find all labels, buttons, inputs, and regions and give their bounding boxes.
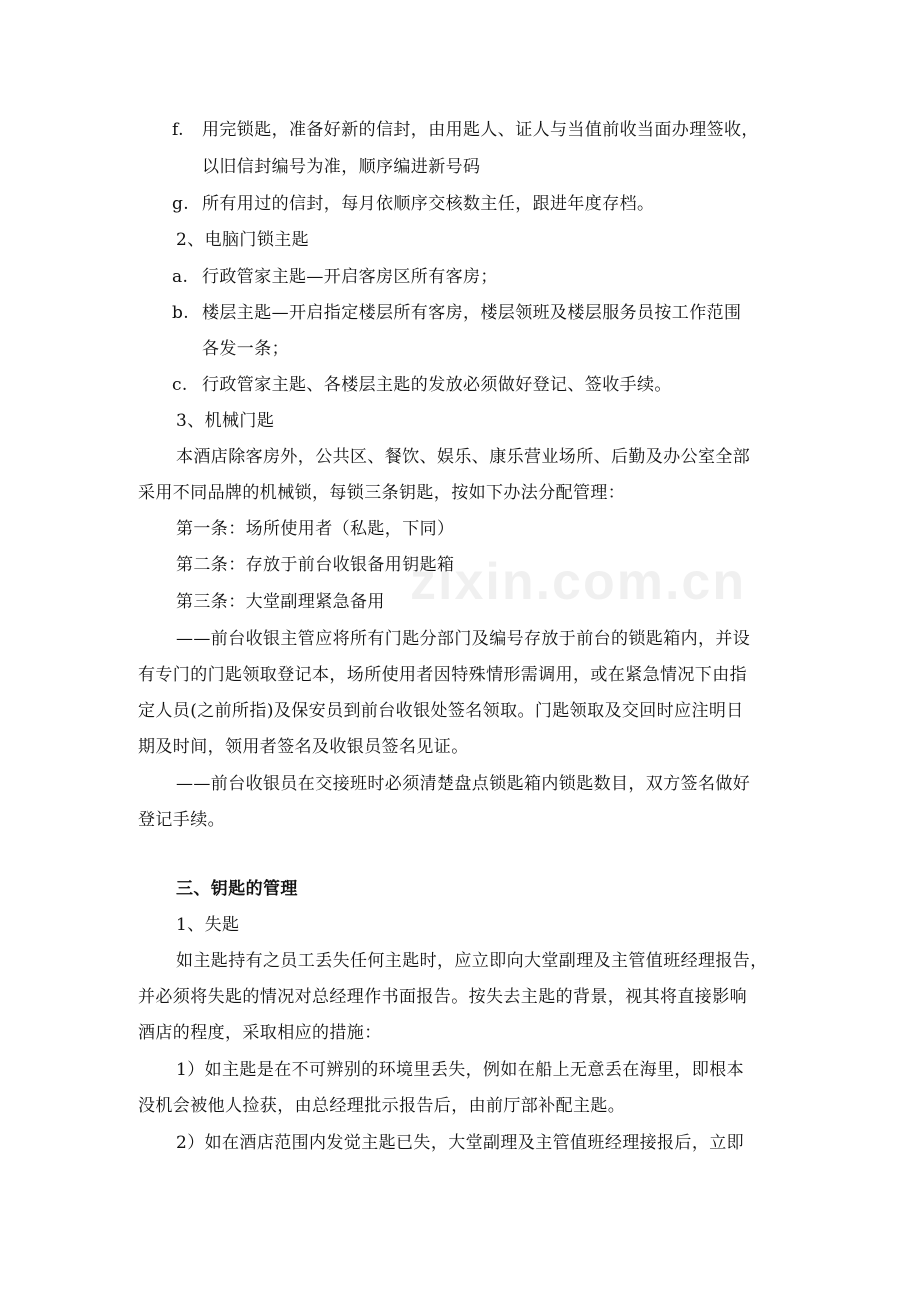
- subheading-mechanical-key: 3、机械门匙: [176, 411, 275, 431]
- list-marker: b.: [172, 303, 190, 323]
- list-item-text: 所有用过的信封，每月依顺序交核数主任，跟进年度存档。: [202, 194, 655, 214]
- watermark: zixin.com.cn: [410, 553, 747, 611]
- paragraph-line: 没机会被他人捡获，由总经理批示报告后，由前厅部补配主匙。: [138, 1096, 626, 1116]
- paragraph-line: 本酒店除客房外，公共区、餐饮、娱乐、康乐营业场所、后勤及办公室全部: [176, 447, 751, 467]
- list-marker: g.: [172, 194, 190, 214]
- paragraph-line: 登记手续。: [138, 810, 225, 830]
- paragraph-line: 定人员(之前所指)及保安员到前台收银处签名领取。门匙领取及交回时应注明日: [138, 701, 744, 721]
- numbered-item-1: 1）如主匙是在不可辨别的环境里丢失，例如在船上无意丢在海里，即根本: [176, 1060, 745, 1080]
- key-allocation-first: 第一条：场所使用者（私匙，下同）: [176, 519, 455, 539]
- list-item-continuation: 以旧信封编号为准，顺序编进新号码: [202, 157, 481, 177]
- list-item-text: 用完锁匙，准备好新的信封，由用匙人、证人与当值前收当面办理签收，: [202, 120, 759, 140]
- key-allocation-second: 第二条：存放于前台收银备用钥匙箱: [176, 555, 455, 575]
- paragraph-line: 有专门的门匙领取登记本，场所使用者因特殊情形需调用，或在紧急情况下由指: [138, 665, 747, 685]
- list-item-text: 行政管家主匙、各楼层主匙的发放必须做好登记、签收手续。: [202, 375, 672, 395]
- paragraph-line: ——前台收银主管应将所有门匙分部门及编号存放于前台的锁匙箱内，并设: [176, 629, 751, 649]
- paragraph-line: 采用不同品牌的机械锁，每锁三条钥匙，按如下办法分配管理：: [138, 483, 626, 503]
- section-title: 三、钥匙的管理: [176, 879, 298, 899]
- subheading-electronic-lock: 2、电脑门锁主匙: [176, 230, 310, 250]
- paragraph-line: ——前台收银员在交接班时必须清楚盘点锁匙箱内锁匙数目，双方签名做好: [176, 774, 751, 794]
- list-item-text: 行政管家主匙—开启客房区所有客房；: [202, 267, 498, 287]
- list-marker: c.: [172, 375, 188, 395]
- paragraph-line: 如主匙持有之员工丢失任何主匙时，应立即向大堂副理及主管值班经理报告，: [176, 951, 768, 971]
- paragraph-line: 并必须将失匙的情况对总经理作书面报告。按失去主匙的背景，视其将直接影响: [138, 987, 747, 1007]
- list-item-text: 楼层主匙—开启指定楼层所有客房，楼层领班及楼层服务员按工作范围: [202, 303, 742, 323]
- paragraph-line: 期及时间，领用者签名及收银员签名见证。: [138, 737, 469, 757]
- list-marker: f.: [172, 120, 184, 140]
- list-marker: a.: [172, 267, 189, 287]
- subheading-lost-key: 1、失匙: [176, 915, 240, 935]
- list-item-continuation: 各发一条；: [202, 339, 289, 359]
- numbered-item-2: 2）如在酒店范围内发觉主匙已失，大堂副理及主管值班经理接报后，立即: [176, 1133, 745, 1153]
- paragraph-line: 酒店的程度，采取相应的措施：: [138, 1023, 382, 1043]
- key-allocation-third: 第三条：大堂副理紧急备用: [176, 592, 385, 612]
